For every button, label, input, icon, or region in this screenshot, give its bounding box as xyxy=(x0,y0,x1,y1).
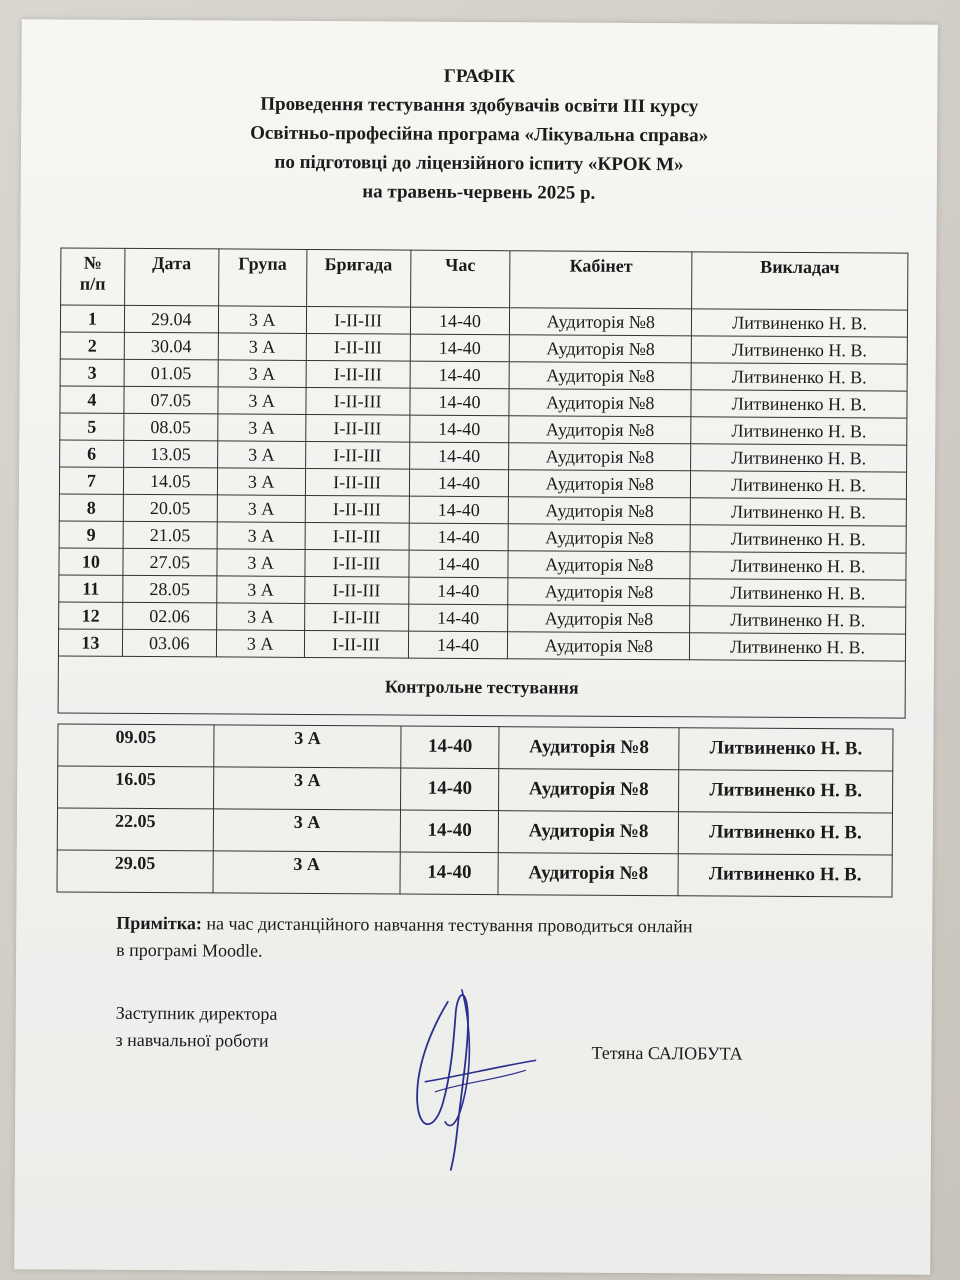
title-line-3: Освітньо-професійна програма «Лікувальна справа» xyxy=(250,122,709,147)
cell-time: 14-40 xyxy=(409,442,509,470)
signer-position xyxy=(116,1000,278,1055)
cell-teacher: Литвиненко Н. В. xyxy=(690,498,906,526)
cell-brigade: I-II-III xyxy=(306,306,410,334)
cell-num: 12 xyxy=(59,602,123,629)
control-cell-date: 09.05 xyxy=(58,724,214,767)
cell-teacher: Литвиненко Н. В. xyxy=(692,309,908,337)
control-body xyxy=(57,724,893,897)
cell-brigade: I-II-III xyxy=(305,468,409,496)
title-line-2: Проведення тестування здобувачів освіти ІІІ курсу xyxy=(260,93,699,118)
cell-num: 6 xyxy=(60,440,124,467)
cell-teacher: Литвиненко Н. В. xyxy=(691,363,907,391)
cell-date: 13.05 xyxy=(123,440,217,468)
cell-teacher: Литвиненко Н. В. xyxy=(691,471,907,499)
header-room: Кабінет xyxy=(510,251,692,309)
cell-date: 29.04 xyxy=(124,305,218,333)
control-cell-group: 3 А xyxy=(213,851,401,894)
cell-room: Аудиторія №8 xyxy=(509,497,691,525)
cell-date: 08.05 xyxy=(124,413,218,441)
control-cell-room: Аудиторія №8 xyxy=(499,727,679,770)
cell-teacher: Литвиненко Н. В. xyxy=(690,552,906,580)
cell-date: 27.05 xyxy=(123,548,217,576)
cell-date: 02.06 xyxy=(123,602,217,630)
cell-num: 11 xyxy=(59,575,123,602)
cell-time: 14-40 xyxy=(408,604,508,632)
cell-brigade: I-II-III xyxy=(304,603,408,631)
header-num xyxy=(61,248,125,305)
schedule-header-row xyxy=(61,248,908,310)
cell-brigade: I-II-III xyxy=(306,333,410,361)
note xyxy=(116,910,876,969)
cell-group: 3 А xyxy=(218,306,306,334)
cell-num: 8 xyxy=(59,494,123,521)
cell-group: 3 А xyxy=(217,441,305,469)
control-cell-date: 16.05 xyxy=(58,766,214,809)
header-brigade: Бригада xyxy=(306,249,410,307)
control-heading: Контрольне тестування xyxy=(58,656,905,718)
cell-group: 3 А xyxy=(216,603,304,631)
header-teacher: Викладач xyxy=(692,252,908,310)
control-cell-date: 22.05 xyxy=(57,808,213,851)
cell-room: Аудиторія №8 xyxy=(508,578,690,606)
cell-date: 14.05 xyxy=(123,467,217,495)
cell-room: Аудиторія №8 xyxy=(509,362,691,390)
control-cell-teacher: Литвиненко Н. В. xyxy=(678,854,892,897)
control-cell-group: 3 А xyxy=(213,767,401,810)
signer-position-line1: Заступник директора xyxy=(115,1002,278,1024)
cell-num: 10 xyxy=(59,548,123,575)
cell-room: Аудиторія №8 xyxy=(508,524,690,552)
signer-name: Тетяна САЛОБУТА xyxy=(591,1042,743,1064)
cell-num: 7 xyxy=(59,467,123,494)
document-title xyxy=(21,59,938,210)
cell-group: 3 А xyxy=(218,360,306,388)
control-cell-time: 14-40 xyxy=(400,852,498,895)
header-group: Група xyxy=(218,249,306,307)
title-line-4: по підготовці до ліцензійного іспиту «КРОК М» xyxy=(274,151,684,176)
control-cell-teacher: Литвиненко Н. В. xyxy=(679,770,893,813)
cell-group: 3 А xyxy=(218,333,306,361)
cell-teacher: Литвиненко Н. В. xyxy=(690,606,906,634)
cell-date: 30.04 xyxy=(124,332,218,360)
cell-num: 5 xyxy=(60,413,124,440)
cell-date: 20.05 xyxy=(123,494,217,522)
cell-teacher: Литвиненко Н. В. xyxy=(691,444,907,472)
cell-group: 3 А xyxy=(217,495,305,523)
cell-time: 14-40 xyxy=(410,361,510,389)
cell-room: Аудиторія №8 xyxy=(510,308,692,336)
control-cell-time: 14-40 xyxy=(401,768,499,811)
cell-room: Аудиторія №8 xyxy=(508,605,690,633)
cell-brigade: I-II-III xyxy=(306,387,410,415)
cell-teacher: Литвиненко Н. В. xyxy=(690,579,906,607)
cell-group: 3 А xyxy=(217,576,305,604)
control-cell-room: Аудиторія №8 xyxy=(499,769,679,812)
cell-brigade: I-II-III xyxy=(305,522,409,550)
control-row xyxy=(57,850,892,897)
header-num-line2: п/п xyxy=(79,273,106,294)
control-cell-group: 3 А xyxy=(213,725,401,768)
signer-position-line2: з навчальної роботи xyxy=(115,1029,269,1051)
schedule-table xyxy=(58,247,909,718)
note-text-line1: на час дистанційного навчання тестування проводиться онлайн xyxy=(201,913,693,937)
cell-room: Аудиторія №8 xyxy=(509,416,691,444)
control-row xyxy=(58,724,893,771)
cell-teacher: Литвиненко Н. В. xyxy=(690,633,906,661)
cell-room: Аудиторія №8 xyxy=(509,470,691,498)
cell-room: Аудиторія №8 xyxy=(508,632,690,660)
cell-num: 3 xyxy=(60,359,124,386)
cell-group: 3 А xyxy=(217,549,305,577)
control-cell-room: Аудиторія №8 xyxy=(498,811,678,854)
cell-teacher: Литвиненко Н. В. xyxy=(691,417,907,445)
control-table xyxy=(56,723,893,897)
cell-brigade: I-II-III xyxy=(305,495,409,523)
control-cell-teacher: Литвиненко Н. В. xyxy=(678,812,892,855)
cell-time: 14-40 xyxy=(409,523,509,551)
cell-num: 4 xyxy=(60,386,124,413)
control-row xyxy=(58,766,893,813)
header-date: Дата xyxy=(124,248,218,306)
cell-room: Аудиторія №8 xyxy=(509,389,691,417)
control-cell-date: 29.05 xyxy=(57,850,213,893)
cell-brigade: I-II-III xyxy=(305,549,409,577)
control-cell-room: Аудиторія №8 xyxy=(498,853,678,896)
document-sheet xyxy=(14,19,938,1275)
control-heading-row xyxy=(58,656,905,718)
note-label: Примітка: xyxy=(116,912,202,934)
control-cell-group: 3 А xyxy=(213,809,401,852)
cell-time: 14-40 xyxy=(408,577,508,605)
cell-date: 01.05 xyxy=(124,359,218,387)
schedule-body xyxy=(58,305,907,661)
cell-room: Аудиторія №8 xyxy=(509,443,691,471)
header-time: Час xyxy=(410,250,510,308)
header-num-line1: № xyxy=(83,252,102,273)
title-line-5: на травень-червень 2025 р. xyxy=(362,181,596,204)
cell-time: 14-40 xyxy=(410,334,510,362)
cell-time: 14-40 xyxy=(410,307,510,335)
cell-time: 14-40 xyxy=(408,550,508,578)
cell-date: 28.05 xyxy=(123,575,217,603)
control-row xyxy=(57,808,892,855)
cell-group: 3 А xyxy=(216,630,304,658)
cell-num: 1 xyxy=(60,305,124,332)
control-cell-teacher: Литвиненко Н. В. xyxy=(679,728,893,771)
cell-time: 14-40 xyxy=(408,631,508,659)
cell-room: Аудиторія №8 xyxy=(508,551,690,579)
cell-date: 03.06 xyxy=(122,629,216,657)
control-cell-time: 14-40 xyxy=(401,810,499,853)
cell-brigade: I-II-III xyxy=(305,414,409,442)
cell-brigade: I-II-III xyxy=(305,441,409,469)
cell-time: 14-40 xyxy=(409,496,509,524)
cell-date: 07.05 xyxy=(124,386,218,414)
cell-num: 13 xyxy=(58,629,122,656)
cell-date: 21.05 xyxy=(123,521,217,549)
cell-teacher: Литвиненко Н. В. xyxy=(690,525,906,553)
cell-time: 14-40 xyxy=(409,415,509,443)
cell-num: 9 xyxy=(59,521,123,548)
cell-group: 3 А xyxy=(217,468,305,496)
cell-group: 3 А xyxy=(218,414,306,442)
cell-group: 3 А xyxy=(217,522,305,550)
cell-time: 14-40 xyxy=(409,388,509,416)
cell-group: 3 А xyxy=(218,387,306,415)
cell-brigade: I-II-III xyxy=(306,360,410,388)
cell-brigade: I-II-III xyxy=(304,630,408,658)
cell-room: Аудиторія №8 xyxy=(510,335,692,363)
control-cell-time: 14-40 xyxy=(401,726,499,769)
cell-num: 2 xyxy=(60,332,124,359)
cell-teacher: Литвиненко Н. В. xyxy=(691,336,907,364)
title-line-1: ГРАФІК xyxy=(443,65,516,88)
handwritten-signature-icon xyxy=(395,982,546,1173)
cell-teacher: Литвиненко Н. В. xyxy=(691,390,907,418)
cell-time: 14-40 xyxy=(409,469,509,497)
note-text-line2: в програмі Moodle. xyxy=(116,939,263,961)
cell-brigade: I-II-III xyxy=(304,576,408,604)
